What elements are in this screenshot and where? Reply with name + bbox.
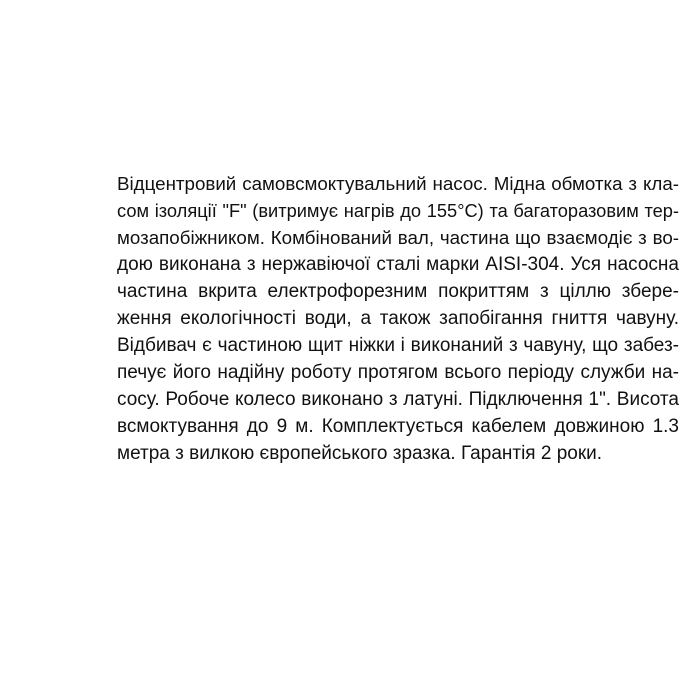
description-line: сосу. Робоче колесо виконано з латуні. Підключення 1". Висота xyxy=(117,389,679,410)
product-description xyxy=(117,170,679,467)
description-line: сом ізоляції "F" (витримує нагрів до 155°C) та багаторазовим тер- xyxy=(117,200,679,221)
description-line: печує його надійну роботу протягом всього періоду служби на- xyxy=(117,362,679,383)
description-line: частина вкрита електрофорезним покриттям з ціллю збере- xyxy=(117,281,679,302)
description-line: Відцентровий самовсмоктувальний насос. Мідна обмотка з кла- xyxy=(117,173,679,194)
description-line: всмоктування до 9 м. Комплектується кабелем довжиною 1.3 xyxy=(117,416,679,437)
description-line: метра з вилкою європейського зразка. Гарантія 2 роки. xyxy=(117,443,603,464)
description-line: дою виконана з нержавіючої сталі марки AISI-304. Уся насосна xyxy=(117,254,679,275)
description-line: ження екологічності води, а також запобігання гниття чавуну. xyxy=(117,308,679,329)
description-line: Відбивач є частиною щит ніжки і виконаний з чавуну, що забез- xyxy=(117,335,679,356)
description-line: мозапобіжником. Комбінований вал, частина що взаємодіє з во- xyxy=(117,227,679,248)
